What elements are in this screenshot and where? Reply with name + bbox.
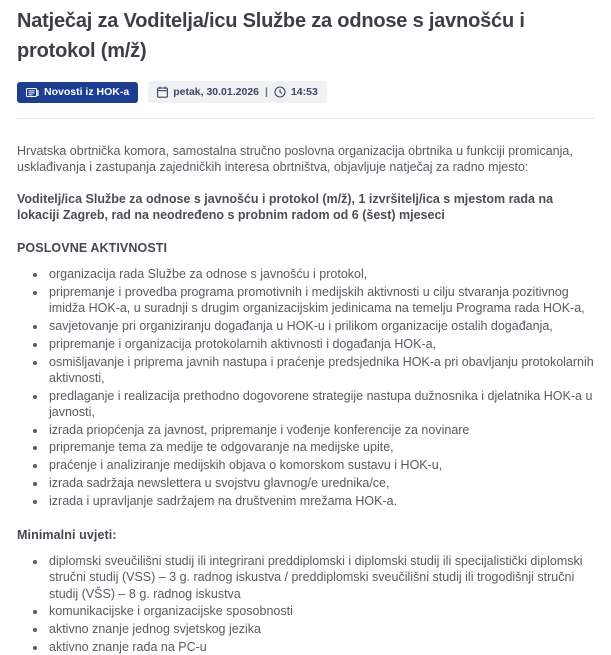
list-item: • komunikacijske i organizacijske sposobnosti: [47, 603, 595, 619]
list-item: • pripremanje i organizacija protokolarnih aktivnosti i događanja HOK-a,: [47, 336, 595, 352]
requirements-list: [17, 553, 595, 655]
category-badge[interactable]: [17, 82, 138, 103]
article-body: [17, 143, 595, 655]
list-item: • aktivno znanje jednog svjetskog jezika: [47, 621, 595, 637]
list-item: • savjetovanje pri organiziranju događanja u HOK-u i prilikom organizacije ostalih događanja,: [47, 318, 595, 334]
newspaper-icon: [26, 87, 39, 98]
date-time-separator: |: [265, 85, 268, 98]
clock-icon: [274, 86, 286, 98]
page-title: Natječaj za Voditelja/icu Službe za odnose s javnošću i protokol (m/ž): [17, 10, 525, 62]
list-item: • pripremanje i provedba programa promotivnih i medijskih aktivnosti u cilju stvaranja pozitivnog imidža HOK-a, u suradnji s drugim organizacijskim jedinicama na temelju Programa rada HOK-a,: [47, 284, 595, 317]
list-item: • izrada priopćenja za javnost, pripremanje i vođenje konferencije za novinare: [47, 422, 595, 438]
list-item: • praćenje i analiziranje medijskih objava o komorskom sustavu i HOK-u,: [47, 457, 595, 473]
list-item: • pripremanje tema za medije te odgovaranje na medijske upite,: [47, 439, 595, 455]
list-item: • diplomski sveučilišni studij ili integrirani preddiplomski i diplomski studij ili specijalistički diplomski stručni studij (VSS) – 3 g. radnog iskustva / preddiplomski sveučilišni studij ili trogodišnji stručni studij (VŠS) – 8 g. radnog iskustva: [47, 553, 595, 602]
list-item: • izrada sadržaja newslettera u svojstvu glavnog/e urednika/ce,: [47, 475, 595, 491]
datetime-badge: [148, 81, 327, 103]
list-item: • aktivno znanje rada na PC-u: [47, 639, 595, 655]
category-badge-label: Novosti iz HOK-a: [44, 85, 130, 98]
intro-paragraph: Hrvatska obrtnička komora, samostalna stručno poslovna organizacija obrtnika u funkciji promicanja, usklađivanja i zastupanja zajedničkih interesa obrtništva, objavljuje natječaj za radno mjesto:: [17, 144, 573, 175]
activities-list: [17, 266, 595, 509]
calendar-icon: [157, 86, 168, 98]
position-paragraph: Voditelj/ica Službe za odnose s javnošću i protokol (m/ž), 1 izvršitelj/ica s mjestom rada na lokaciji Zagreb, rad na neodređeno s probnim radom od 6 (šest) mjeseci: [17, 191, 554, 222]
section-heading-activities: POSLOVNE AKTIVNOSTI: [17, 241, 168, 255]
list-item: • organizacija rada Službe za odnose s javnošću i protokol,: [47, 266, 595, 282]
section-heading-requirements: Minimalni uvjeti:: [17, 527, 117, 542]
date-label: petak, 30.01.2026: [173, 85, 260, 98]
meta-row: [17, 81, 595, 103]
list-item: • izrada i upravljanje sadržajem na društvenim mrežama HOK-a.: [47, 493, 595, 509]
divider: [17, 118, 595, 119]
list-item: • osmišljavanje i priprema javnih nastupa i praćenje predsjednika HOK-a pri obavljanju protokolarnih aktivnosti,: [47, 354, 595, 387]
time-label: 14:53: [290, 85, 318, 98]
list-item: • predlaganje i realizacija prethodno dogovorene strategije nastupa dužnosnika i djelatnika HOK-a u javnosti,: [47, 388, 595, 421]
